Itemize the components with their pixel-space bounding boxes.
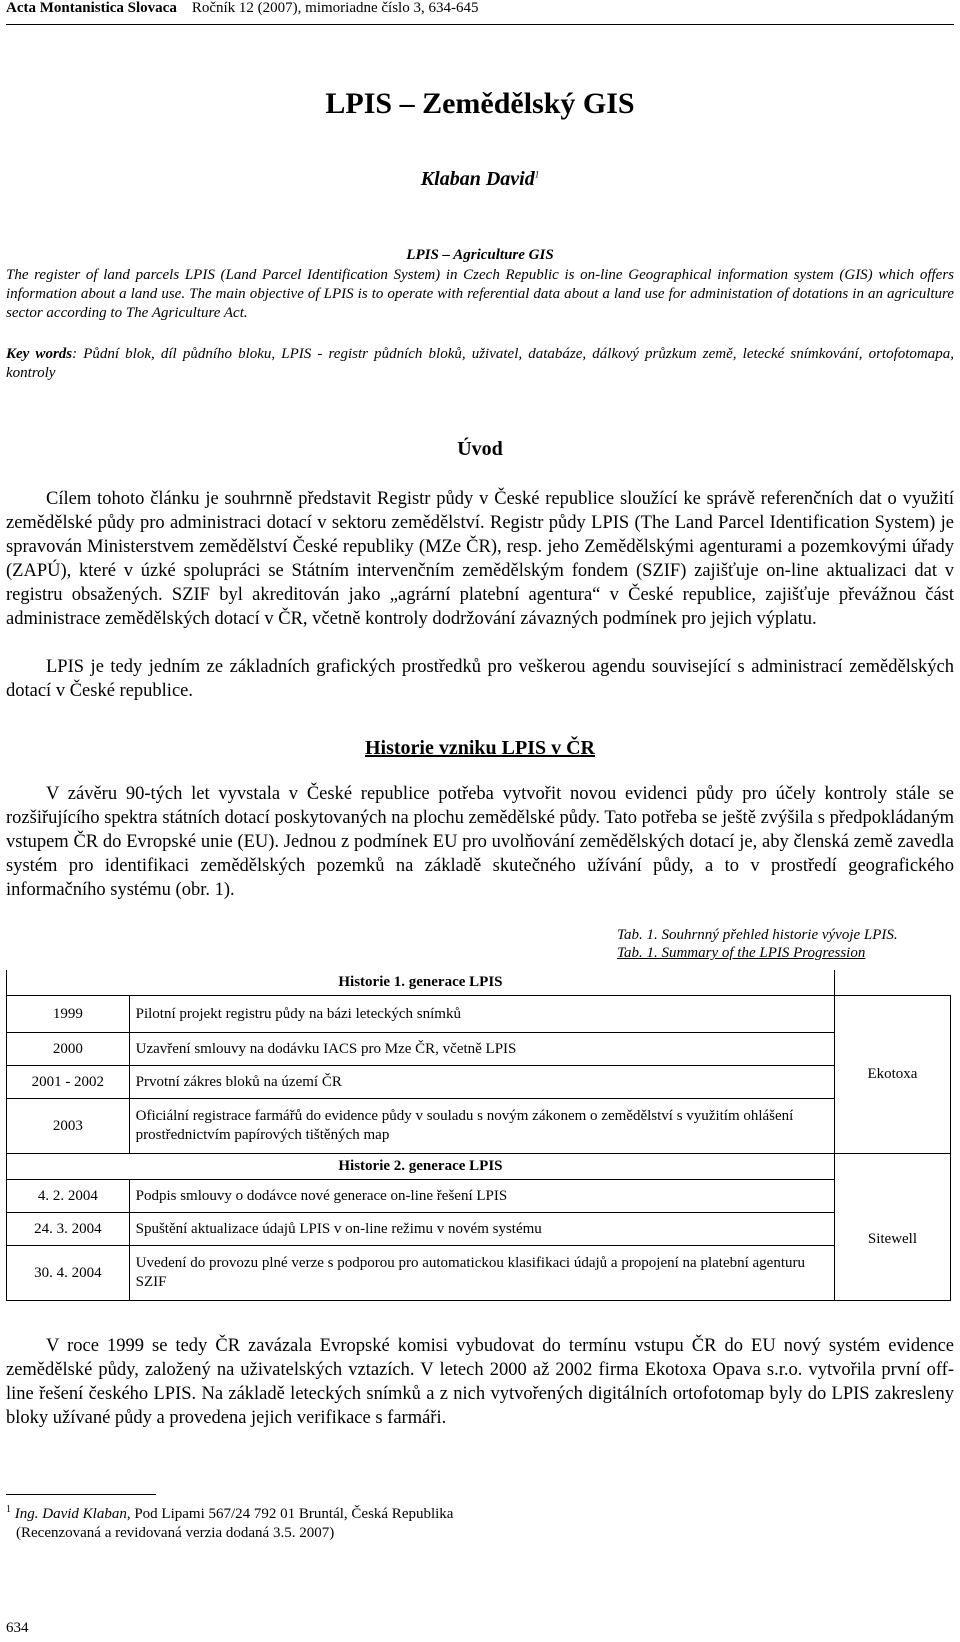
table-generation-1-title: Historie 1. generace LPIS <box>7 970 835 996</box>
table-cell-year: 2003 <box>7 1099 130 1154</box>
table-cell-description: Oficiální registrace farmářů do evidence půdy v souladu s novým zákonem o zemědělství s využitím ohlášení prostřednictvím papírových tištěných map <box>129 1099 834 1154</box>
table-cell-firm-ekotoxa: Ekotoxa <box>834 996 950 1154</box>
footnote <box>6 1500 453 1543</box>
paragraph-history-1: V závěru 90-tých let vyvstala v České republice potřeba vytvořit novou evidenci půdy pro účely kontroly stále se rozšiřujícího spektra státních dotací poskytovaných na plochu zemědělské půdy. Tato potřeba se ještě zvýšila s předpokládaným vstupem ČR do Evropské unie (EU). Jednou z podmínek EU pro uvolňování zemědělských dotací je, aby členská země zavedla systém pro identifikaci zemědělských pozemků na základě skutečného užívání půdy, a to v prostředí geografického informačního systému (obr. 1). <box>6 784 954 900</box>
table-cell-description: Uzavření smlouvy na dodávku IACS pro Mze ČR, včetně LPIS <box>129 1033 834 1066</box>
table-caption <box>617 926 898 962</box>
footnote-author: Ing. David Klaban <box>14 1506 127 1522</box>
keywords-label: Key words <box>6 346 73 362</box>
table-cell-description: Uvedení do provozu plné verze s podporou pro automatickou klasifikaci údajů a propojení na platební agenturu SZIF <box>129 1246 834 1301</box>
table-row <box>7 1246 951 1301</box>
table-generation-2-title: Historie 2. generace LPIS <box>7 1154 835 1180</box>
table-row <box>7 1213 951 1246</box>
footnote-mark: 1 <box>6 1504 11 1515</box>
table-row <box>7 1099 951 1154</box>
paragraph-intro-2: LPIS je tedy jedním ze základních grafických prostředků pro veškerou agendu související s administrací zemědělských dotací v České republice. <box>6 657 954 701</box>
table-cell-year: 30. 4. 2004 <box>7 1246 130 1301</box>
section-heading-uvod: Úvod <box>457 438 503 460</box>
running-header <box>6 0 954 25</box>
section-heading-historie: Historie vzniku LPIS v ČR <box>364 737 596 759</box>
table-cell-description: Spuštění aktualizace údajů LPIS v on-line režimu v novém systému <box>129 1213 834 1246</box>
page-number: 634 <box>6 1620 29 1636</box>
keywords-text: : Půdní blok, díl půdního bloku, LPIS - registr půdních bloků, uživatel, databáze, dálkový průzkum země, letecké snímkování, ortofotomapa, kontroly <box>6 346 955 381</box>
table-cell-year: 2001 - 2002 <box>7 1066 130 1099</box>
author-footnote-mark: 1 <box>534 169 540 180</box>
paragraph-intro-1: Cílem tohoto článku je souhrnně představit Registr půdy v České republice sloužící ke správě referenčních dat o využití zemědělské půdy pro administraci dotací v sektoru zemědělství. Registr půdy LPIS (The Land Parcel Identification System) je spravován Ministerstvem zemědělství České republiky (MZe ČR), resp. jeho Zemědělskými agenturami a pozemkovými úřady (ZAPÚ), které v úzké spolupráci se Státním intervenčním zemědělským fondem (SZIF) zajišťuje on-line aktualizaci dat v registru obsažených. SZIF byl akreditován jako „agrární platební agentura“ v České republice, zajišťuje převážnou část administrace zemědělských dotací v ČR, včetně kontroly dodržování závazných podmínek pro jejich výplatu. <box>6 489 954 629</box>
table-cell-year: 2000 <box>7 1033 130 1066</box>
table-cell-firm-sitewell: Sitewell <box>834 1180 950 1301</box>
table-row <box>7 1033 951 1066</box>
author-name: Klaban David <box>420 168 535 190</box>
table-row <box>7 1066 951 1099</box>
paragraph-history-2: V roce 1999 se tedy ČR zavázala Evropské komisi vybudovat do termínu vstupu ČR do EU nový systém evidence zemědělské půdy, založený na uživatelských vztazích. V letech 2000 až 2002 firma Ekotoxa Opava s.r.o. vytvořila první off-line řešení českého LPIS. Na základě leteckých snímků a z nich vytvořených digitálních ortofotomap byly do LPIS zakresleny bloky užívané půdy a provedena jejich verifikace s farmáři. <box>6 1336 954 1428</box>
table-cell-description: Podpis smlouvy o dodávce nové generace on-line řešení LPIS <box>129 1180 834 1213</box>
issue-info: Ročník 12 (2007), mimoriadne číslo 3, 634-645 <box>191 0 479 16</box>
footnote-address: , Pod Lipami 567/24 792 01 Bruntál, Česká Republika <box>126 1506 454 1522</box>
table-cell-year: 4. 2. 2004 <box>7 1180 130 1213</box>
footnote-divider <box>6 1494 156 1495</box>
table-row <box>7 1180 951 1213</box>
table-caption-cz: Tab. 1. Souhrnný přehled historie vývoje LPIS. <box>617 927 898 943</box>
author-line <box>0 168 960 191</box>
table-cell-description: Pilotní projekt registru půdy na bázi leteckých snímků <box>129 996 834 1033</box>
table-row <box>7 996 951 1033</box>
table-cell-year: 24. 3. 2004 <box>7 1213 130 1246</box>
keywords <box>6 345 954 383</box>
table-cell-description: Prvotní zákres bloků na území ČR <box>129 1066 834 1099</box>
table-caption-en: Tab. 1. Summary of the LPIS Progression <box>617 945 866 961</box>
abstract: The register of land parcels LPIS (Land Parcel Identification System) in Czech Republic is on-line Geographical information system (GIS) which offers information about a land use. The main objective of LPIS is to operate with referential data about a land use for administation of dotations in an agriculture sector according to The Agriculture Act. <box>6 267 954 321</box>
english-title: LPIS – Agriculture GIS <box>406 247 554 263</box>
journal-name: Acta Montanistica Slovaca <box>6 0 177 16</box>
footnote-review: (Recenzovaná a revidovaná verzia dodaná 3.5. 2007) <box>16 1525 335 1541</box>
history-table <box>6 970 951 1301</box>
table-cell-year: 1999 <box>7 996 130 1033</box>
paper-title: LPIS – Zemědělský GIS <box>325 87 635 120</box>
